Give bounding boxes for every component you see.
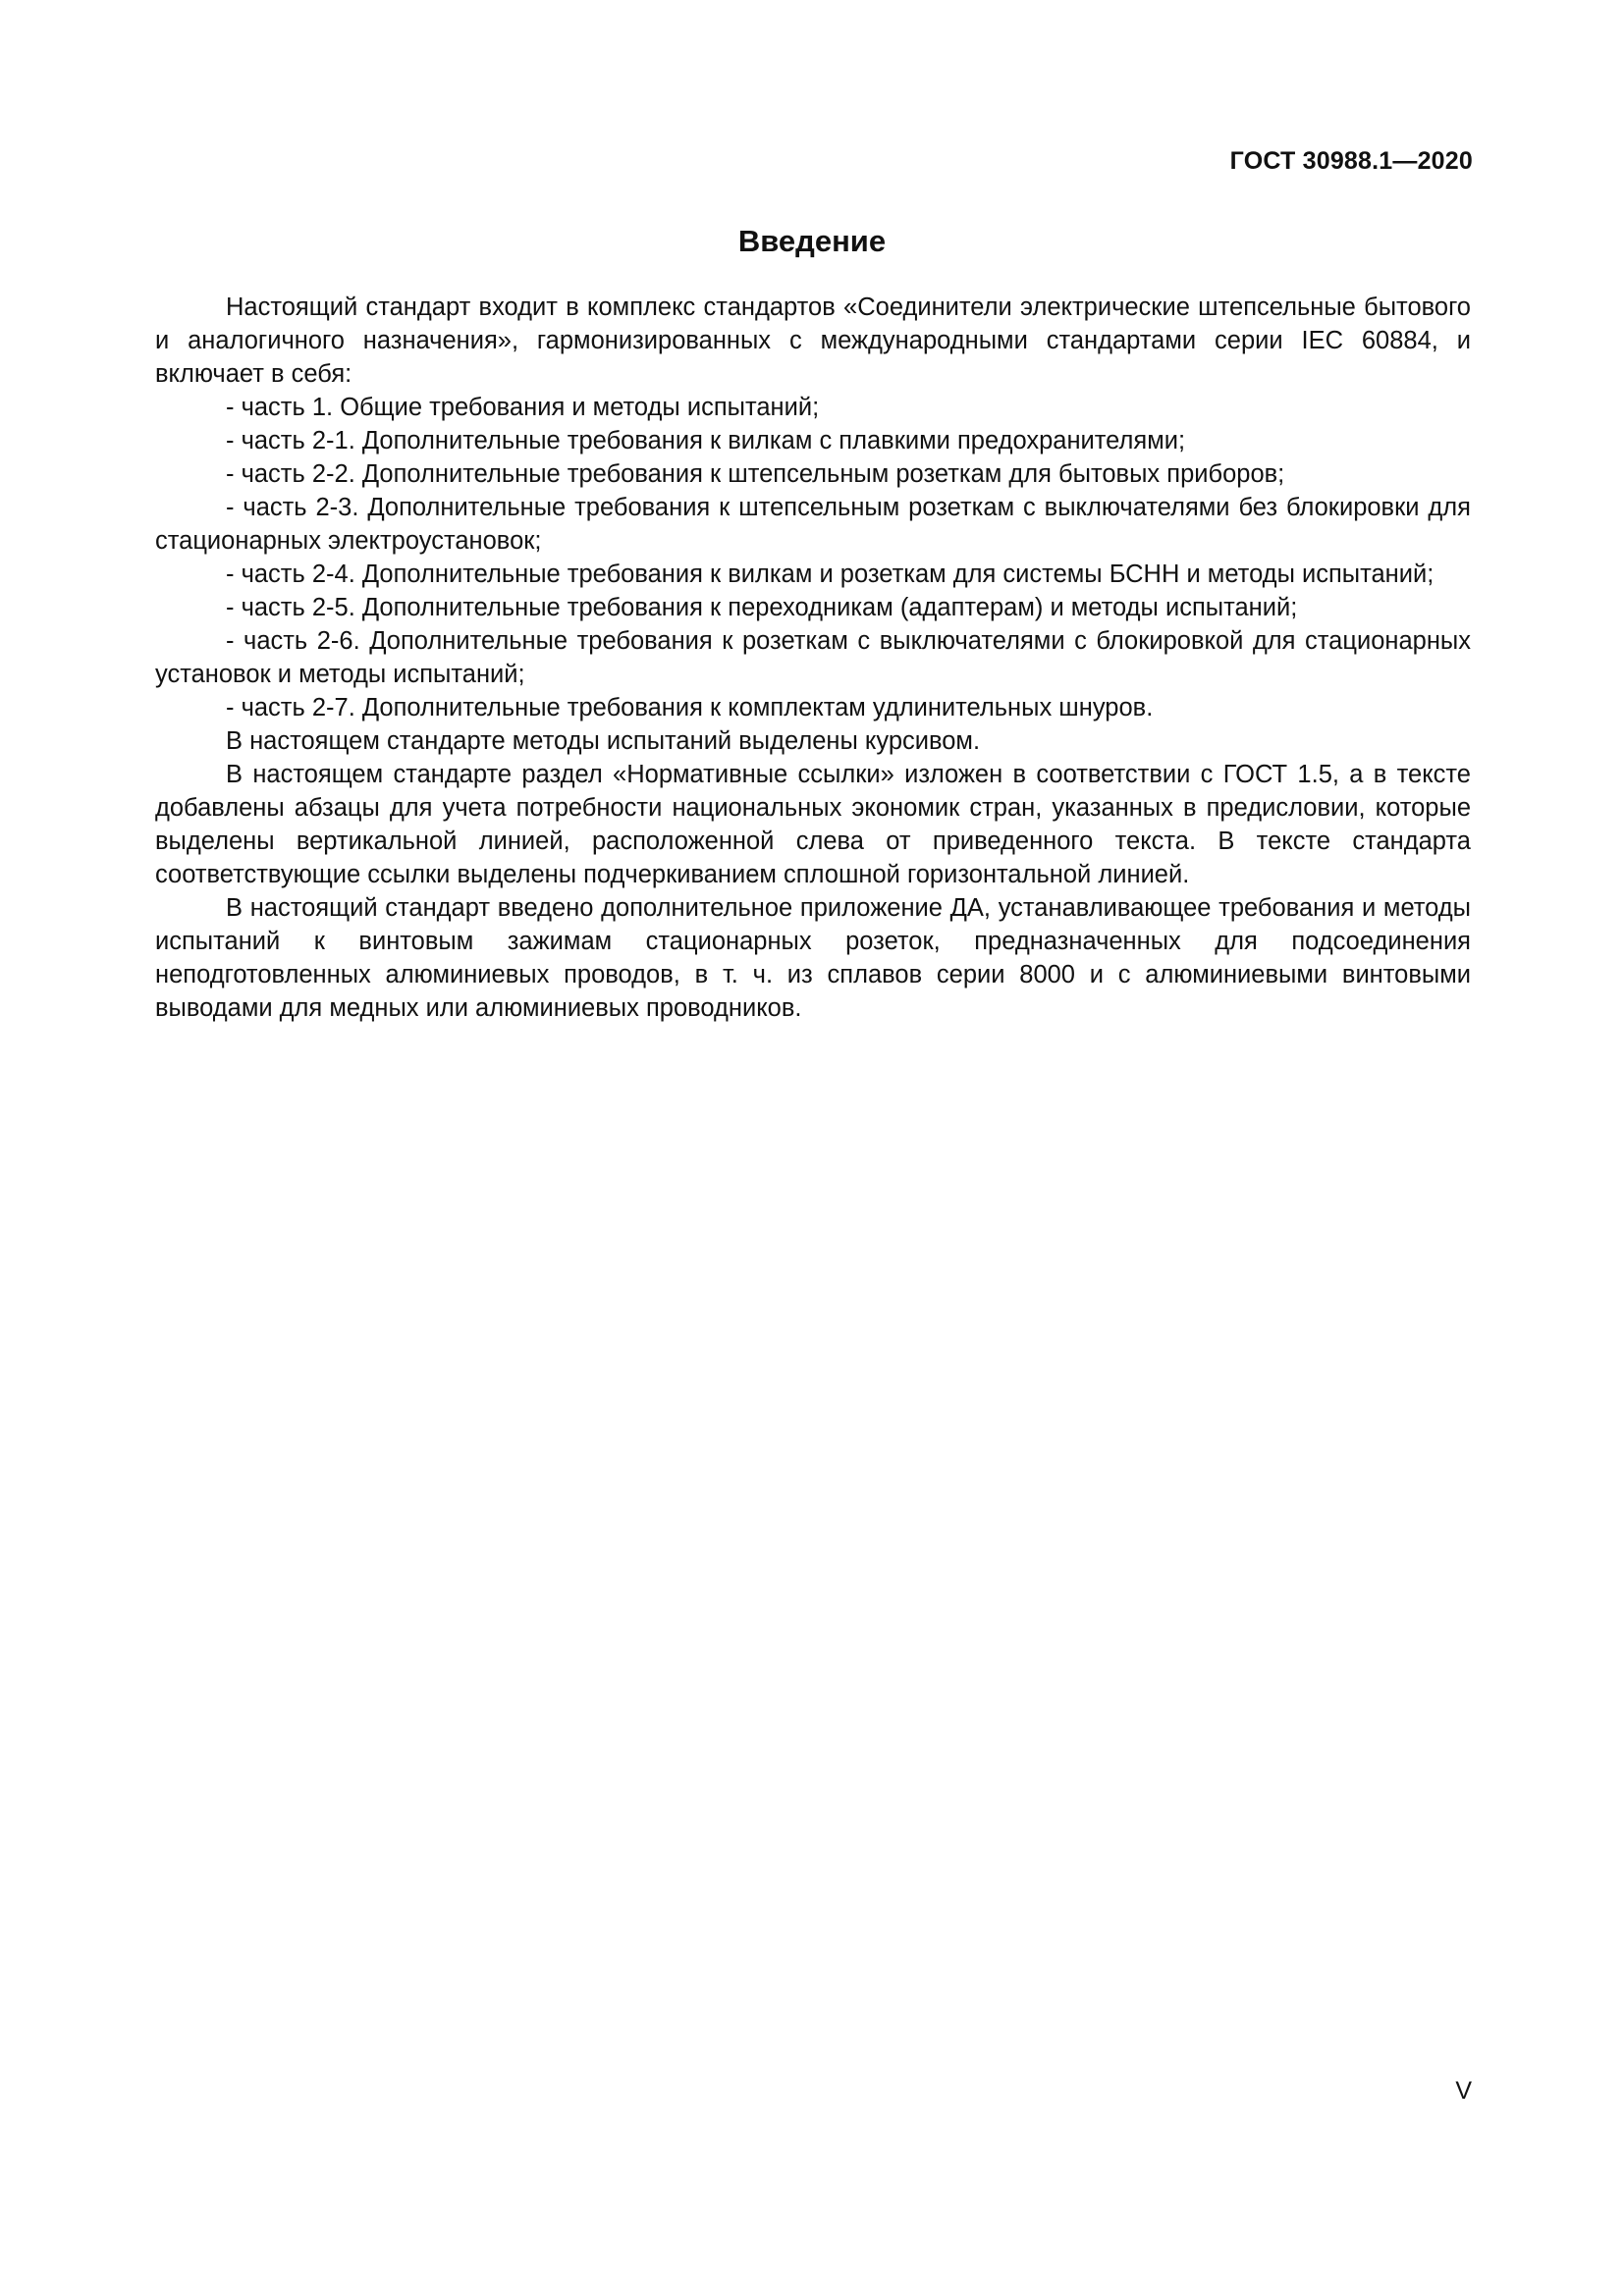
paragraph-italic-note: В настоящем стандарте методы испытаний выделены курсивом.	[226, 727, 981, 755]
list-item-part-2-6: - часть 2-6. Дополнительные требования к розеткам с выключателями с блокировкой для стационарных установок и методы испытаний;	[155, 627, 1471, 688]
list-item-part-2-3: - часть 2-3. Дополнительные требования к штепсельным розеткам с выключателями без блокировки для стационарных электроустановок;	[155, 494, 1471, 555]
paragraph-annex-da: В настоящий стандарт введено дополнительное приложение ДА, устанавливающее требования и методы испытаний к винтовым зажимам стационарных розеток, предназначенных для подсоединения неподготовленных алюминиевых проводов, в т. ч. из сплавов серии 8000 и с алюминиевыми винтовыми выводами для медных или алюминиевых проводников.	[155, 894, 1471, 1022]
list-item-part-2-2: - часть 2-2. Дополнительные требования к штепсельным розеткам для бытовых приборов;	[226, 460, 1285, 488]
document-code-header: ГОСТ 30988.1—2020	[1229, 147, 1473, 175]
paragraph-normative-references: В настоящем стандарте раздел «Нормативные ссылки» изложен в соответствии с ГОСТ 1.5, а в тексте добавлены абзацы для учета потребности национальных экономик стран, указанных в предисловии, которые выделены вертикальной линией, расположенной слева от приведенного текста. В тексте стандарта соответствующие ссылки выделены подчеркиванием сплошной горизонтальной линией.	[155, 761, 1471, 888]
list-item-part-2-5: - часть 2-5. Дополнительные требования к переходникам (адаптерам) и методы испытаний;	[226, 594, 1298, 621]
list-item-part-2-1: - часть 2-1. Дополнительные требования к вилкам с плавкими предохранителями;	[226, 427, 1186, 454]
body-text	[155, 291, 1471, 1025]
list-item-part-2-4: - часть 2-4. Дополнительные требования к вилкам и розеткам для системы БСНН и методы испытаний;	[226, 561, 1435, 588]
page-title: Введение	[737, 224, 887, 258]
page-number: V	[1455, 2077, 1472, 2105]
list-item-part-2-7: - часть 2-7. Дополнительные требования к комплектам удлинительных шнуров.	[226, 694, 1154, 721]
list-item-part-1: - часть 1. Общие требования и методы испытаний;	[226, 394, 820, 421]
paragraph-intro: Настоящий стандарт входит в комплекс стандартов «Соединители электрические штепсельные бытового и аналогичного назначения», гармонизированных с международными стандартами серии IEC 60884, и включает в себя:	[155, 294, 1471, 388]
